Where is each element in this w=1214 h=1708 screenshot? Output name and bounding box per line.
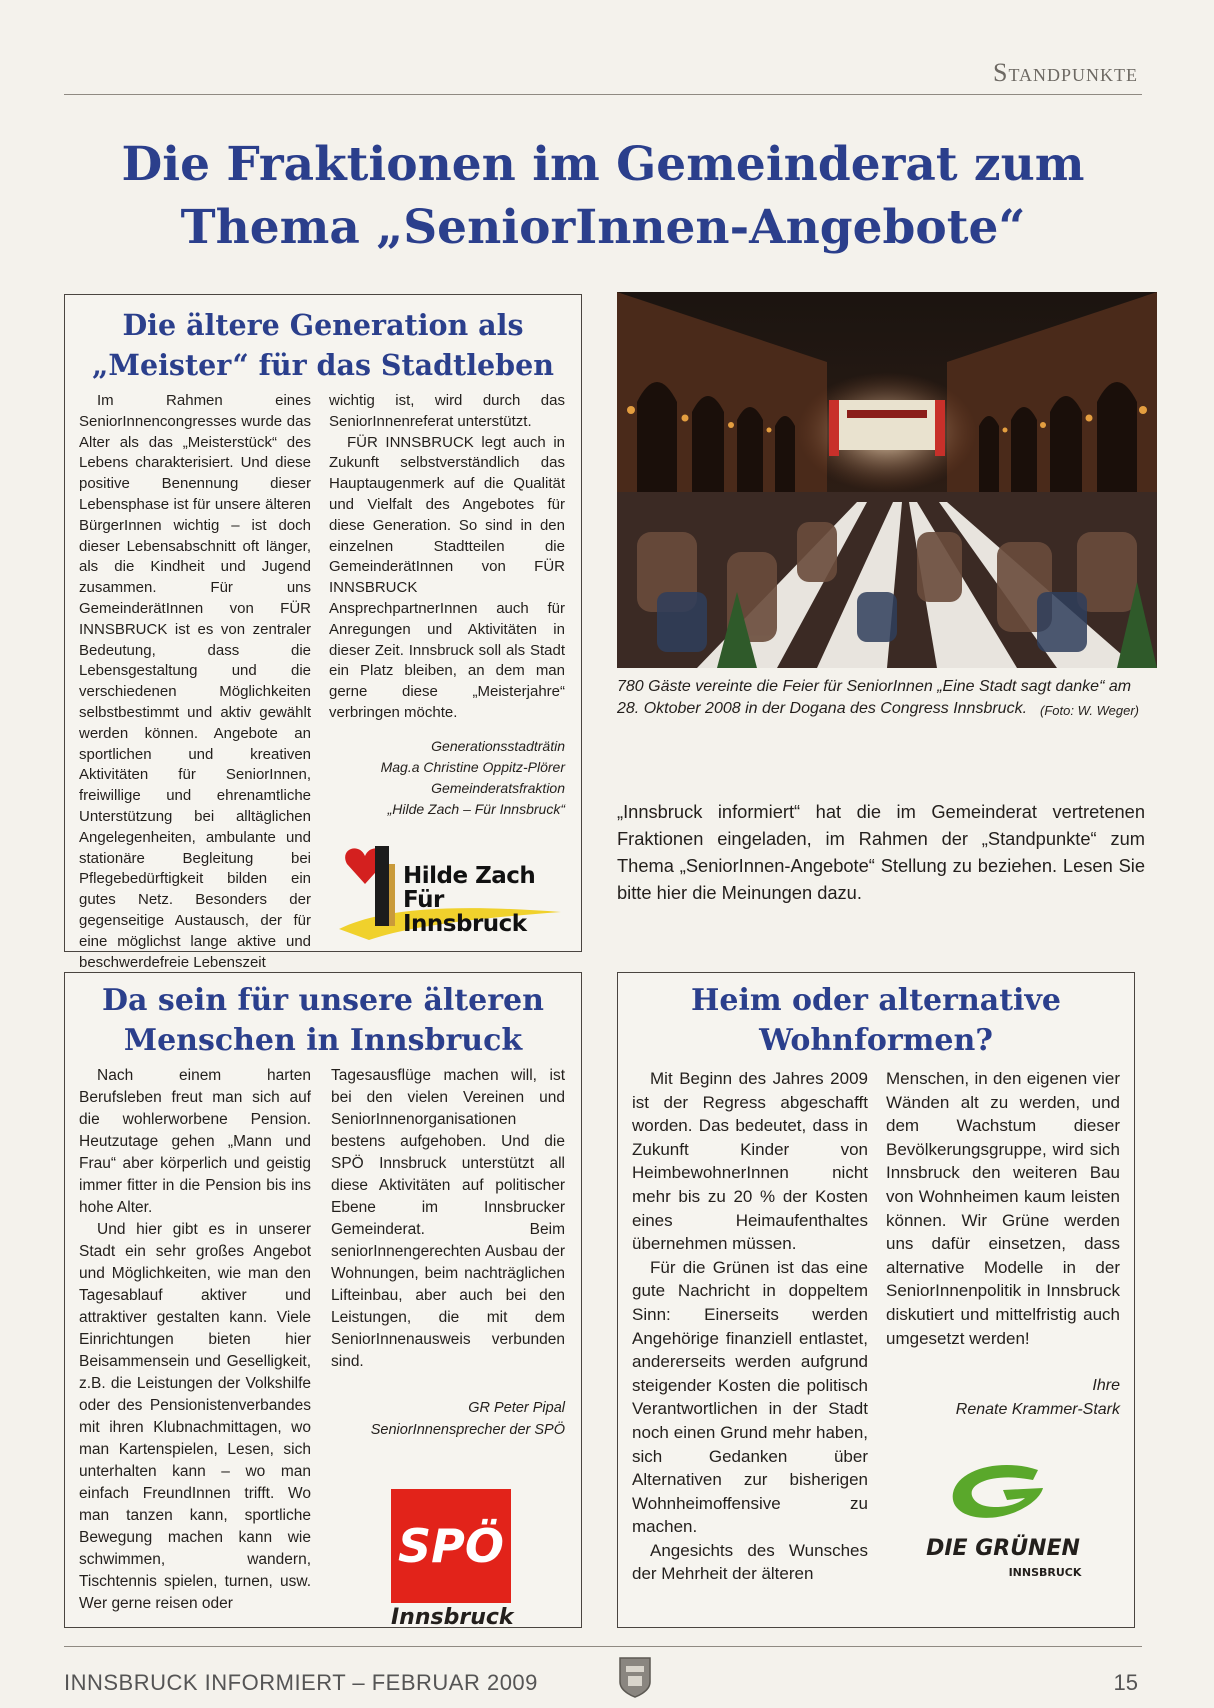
heading-line: Wohnformen? (759, 1023, 993, 1058)
event-photo (617, 292, 1157, 668)
photo-credit: (Foto: W. Weger) (1040, 703, 1139, 718)
article-column (632, 1067, 868, 1586)
gruene-logo-icon (943, 1458, 1063, 1528)
article-heading (65, 305, 581, 385)
page-title (64, 133, 1142, 259)
article-gruene (617, 972, 1135, 1628)
paragraph: Tagesausflüge machen will, ist bei den vielen Vereinen und SeniorInnenorganisationen bestens aufgehoben. Und die SPÖ Innsbruck unterstützt all diese Aktivitäten auf politischer Ebene im Innsbrucker Gemeinderat. Beim seniorInnengerechten Ausbau der Wohnungen, beim nachträglichen Lifteinbau, aber auch bei den Leistungen, die mit dem SeniorInnenausweis verbunden sind. (331, 1067, 565, 1370)
footer-title: INNSBRUCK INFORMIERT – FEBRUAR 2009 (64, 1670, 538, 1695)
article-column (331, 1065, 565, 1629)
heading-line: Die ältere Generation als (122, 308, 524, 342)
paragraph: wichtig ist, wird durch das SeniorInnenreferat unterstützt. (329, 392, 565, 430)
paragraph: Im Rahmen eines SeniorInnencongresses wurde das Alter als das „Meisterstück“ des Lebens charakterisiert. Und diese positive Benennung dieser Lebensphase ist für unsere älteren BürgerInnen wichtig – ist doch dieser Lebensabschnitt oft länger, als die Kindheit und Jugend zusammen. Für uns GemeinderätInnen von FÜR INNSBRUCK ist es von zentraler Bedeutung, dass die Lebensgestaltung und die verschiedenen Möglichkeiten selbstbestimmt und aktiv gewählt werden können. Angebote an sportlichen und kreativen Aktivitäten für SeniorInnen, freiwillige und ehrenamtliche Unterstützung bei alltäglichen Angelegenheiten, ambulante und stationäre Begleitung bei Pflegebedürftigkeit bilden ein gutes Netz. Besonders der gegenseitige Austausch, der für eine möglichst lange aktive und beschwerdefreie Lebenszeit (79, 392, 311, 971)
spoe-logo-sub: Innsbruck (391, 1605, 514, 1630)
article-column (886, 1067, 1120, 1586)
gruene-logo-sub: INNSBRUCK (1008, 1565, 1082, 1579)
paragraph: FÜR INNSBRUCK legt auch in Zukunft selbstverständlich das Hauptaugenmerk auf die Qualität und Vielfalt des Angebotes für diese Generation. So sind in den einzelnen Stadtteilen die GemeinderätInnen von FÜR INNSBRUCK AnsprechpartnerInnen auch für Anregungen und Aktivitäten in dieser Zeit. Innsbruck soll als Stadt ein Platz bleiben, an dem man gerne diese „Meisterjahre“ verbringen möchte. (329, 433, 565, 721)
page-title-line2: Thema „SeniorInnen-Angebote“ (180, 200, 1026, 255)
paragraph: Für die Grünen ist das eine gute Nachricht in doppeltem Sinn: Einerseits werden Angehörige finanziell entlastet, andererseits werden aufgrund steigender Kosten die politisch Verantwortlichen in der Stadt noch einen Grund mehr haben, sich Gedanken über Alternativen zur bisherigen Wohnheimoffensive zu machen. (632, 1257, 868, 1537)
heading-line: „Meister“ für das Stadtleben (92, 348, 554, 382)
paragraph: Und hier gibt es in unserer Stadt ein sehr großes Angebot und Möglichkeiten, wie man den Tagesablauf aktiver und attraktiver gestalten kann. Viele Einrichtungen bieten hier Beisammensein und Geselligkeit, z.B. die Leistungen der Volkshilfe oder des Pensionistenverbandes mit ihren Klubnachmittagen, wo man Kartenspielen, Lesen, sich unterhalten kann – wo man einfach FreundInnen trifft. Wo man tanzen kann, sportliche Bewegung machen kann wie schwimmen, wandern, Tischtennis spielen, turnen, usw. Wer gerne reisen oder (79, 1221, 311, 1612)
article-column (79, 391, 311, 973)
heading-line: Menschen in Innsbruck (123, 1023, 523, 1058)
heading-line: Heim oder alternative (691, 983, 1061, 1018)
article-column (329, 391, 565, 973)
paragraph: Menschen, in den eigenen vier Wänden alt zu werden, und dem Wachstum dieser Bevölkerungsgruppe, wird sich Innsbruck den weiteren Bau von Wohnheimen kaum leisten können. Wir Grüne werden uns dafür einsetzen, dass alternative Modelle in der SeniorInnenpolitik in Innsbruck diskutiert und mittelfristig auch umgesetzt werden! (886, 1069, 1120, 1348)
paragraph: Angesichts des Wunsches der Mehrheit der älteren (632, 1540, 868, 1584)
logo-text: Für Innsbruck (403, 886, 527, 937)
article-spoe (64, 972, 582, 1628)
page-number: 15 (1113, 1670, 1138, 1695)
article-heading (65, 981, 581, 1061)
paragraph: Mit Beginn des Jahres 2009 ist der Regress abgeschafft worden. Das bedeutet, dass in Zukunft Kinder von HeimbewohnerInnen nicht mehr bis zu 20 % der Kosten eines Heimaufenthaltes übernehmen müssen. (632, 1069, 868, 1254)
gruene-logo (886, 1458, 1120, 1584)
logo-text: Hilde Zach (403, 862, 536, 889)
article-fuer-innsbruck (64, 294, 582, 971)
article-heading (618, 981, 1134, 1061)
paragraph: Nach einem harten Berufsleben freut man sich auf die wohlerworbene Pension. Heutzutage gehen „Mann und Frau“ aber körperlich und geistig immer fitter in die Pension bis ins hohe Alter. (79, 1067, 311, 1216)
header-divider (64, 94, 1142, 95)
article-column (79, 1065, 311, 1629)
signature: GR Peter Pipal SeniorInnensprecher der SPÖ (370, 1400, 565, 1438)
page-title-line1: Die Fraktionen im Gemeinderat zum (121, 137, 1085, 192)
signature: Ihre Renate Krammer-Stark (955, 1377, 1120, 1419)
section-label: Standpunkte (992, 58, 1138, 87)
footer-divider (64, 1646, 1142, 1647)
spoe-logo (391, 1489, 514, 1630)
gruene-logo-text: DIE GRÜNEN (926, 1535, 1080, 1561)
city-crest-icon (618, 1656, 652, 1698)
intro-text: „Innsbruck informiert“ hat die im Gemeinderat vertretenen Fraktionen eingeladen, im Rahmen der „Standpunkte“ zum Thema „SeniorInnen-Angebote“ Stellung zu beziehen. Lesen Sie bitte hier die Meinungen dazu. (617, 801, 1145, 903)
caption-text: 780 Gäste vereinte die Feier für SeniorInnen „Eine Stadt sagt danke“ am 28. Oktober 2008 in der Dogana des Congress Innsbruck. (617, 678, 1132, 717)
photo-caption (617, 676, 1139, 722)
spoe-logo-text: SPÖ (391, 1489, 511, 1603)
heading-line: Da sein für unsere älteren (102, 983, 544, 1018)
hilde-zach-logo (329, 834, 565, 944)
signature: Generationsstadträtin Mag.a Christine Oppitz-Plörer Gemeinderatsfraktion „Hilde Zach – Für Innsbruck“ (380, 737, 565, 817)
